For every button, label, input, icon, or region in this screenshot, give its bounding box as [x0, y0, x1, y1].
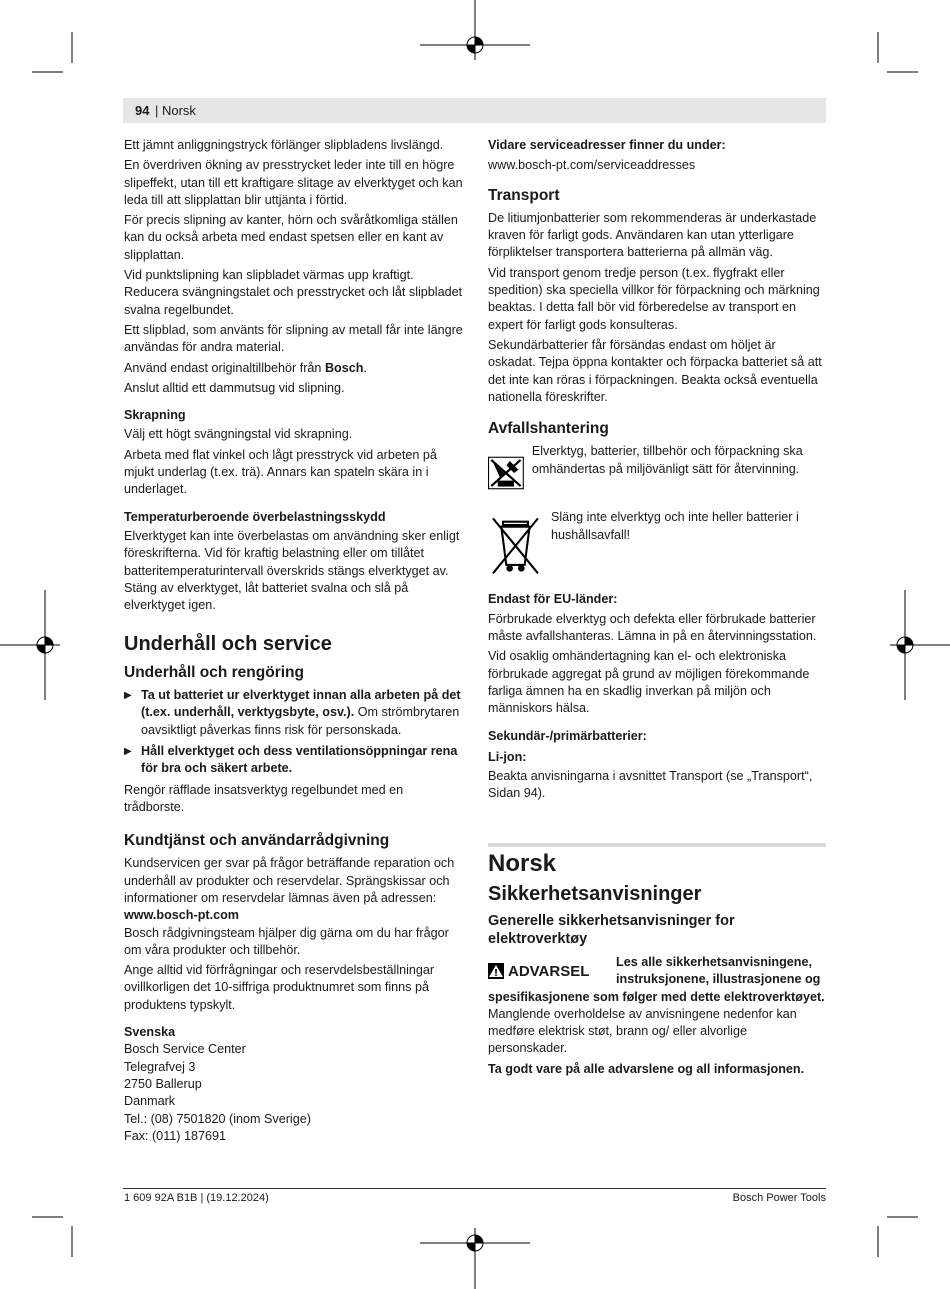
- subheading: Vidare serviceadresser finner du under:: [488, 138, 726, 152]
- paragraph: Elverktyget kan inte överbelastas om användning sker enligt föreskrifterna. Vid för kraftig belastning eller om tillåtet batteritemperaturintervall överskrids stängs elverktyget av. Stäng av elverktyget, låt batteriet svalna och slå på elverktyget igen.: [124, 528, 460, 613]
- subheading: Temperaturberoende överbelastningsskydd: [124, 509, 386, 524]
- paragraph: Kundservicen ger svar på frågor beträffande reparation och underhåll av produkter och reservdelar. Sprängskissar och informationer om reservdelar lämnas även på adressen:: [124, 856, 455, 905]
- footer-rule: [123, 1188, 826, 1189]
- website-link[interactable]: www.bosch-pt.com/serviceaddresses: [488, 158, 696, 173]
- paragraph: Anslut alltid ett dammutsug vid slipning.: [124, 380, 345, 395]
- triangle-bullet-icon: ▶: [124, 690, 132, 702]
- paragraph: Arbeta med flat vinkel och lågt presstryck vid arbeten på mjukt underlag (t.ex. trä). Annars kan spateln skära in i underlaget.: [124, 447, 437, 497]
- subsection-heading: Kundtjänst och användarrådgivning: [124, 832, 390, 850]
- paragraph: De litiumjonbatterier som rekommenderas är underkastade kraven för farligt gods. Användaren kan utan ytterligare förpliktelser transportera batterierna på allmän väg.: [488, 210, 817, 260]
- warning-badge: [488, 954, 616, 989]
- paragraph: Beakta anvisningarna i avsnittet Transport (se „Transport“, Sidan 94).: [488, 769, 813, 801]
- page-header: [123, 98, 826, 123]
- bullet-item: ▶ Ta ut batteriet ur elverktyget innan alla arbeten på det (t.ex. underhåll, verktygsbyte, osv.). Om strömbrytaren oavsiktligt påverkas finns risk för personskada.: [124, 688, 461, 737]
- subheading: Sekundär-/primärbatterier:: [488, 728, 647, 743]
- binned-text: Släng inte elverktyg och inte heller batterier i hushållsavfall!: [550, 510, 799, 542]
- service-address: Bosch Service Center Telegrafvej 3 2750 Ballerup Danmark Tel.: (08) 7501820 (inom Sverige) Fax: (011) 187691: [124, 1042, 311, 1143]
- paragraph: Vid transport genom tredje person (t.ex. flygfrakt eller spedition) ska speciella villkor för förpackning och märkning beaktas. I detta fall bör vid förberedelse av transport en expert för farligt gods konsulteras.: [488, 265, 820, 332]
- subsection-heading: Generelle sikkerhetsanvisninger for elektroverktøy: [488, 913, 735, 947]
- right-column: [488, 137, 826, 1081]
- binned-row: [488, 509, 826, 581]
- section-heading: Sikkerhetsanvisninger: [488, 883, 702, 906]
- triangle-bullet-icon: ▶: [124, 745, 132, 757]
- warning-block: [488, 954, 826, 989]
- subsection-heading: Underhåll och rengöring: [124, 663, 304, 681]
- footer-left: 1 609 92A B1B | (19.12.2024): [124, 1192, 269, 1204]
- paragraph: Ett slipblad, som använts för slipning av metall får inte längre användas för andra material.: [124, 322, 463, 355]
- subheading: Skrapning: [124, 408, 186, 423]
- paragraph: Använd endast originaltillbehör från Bosch.: [124, 360, 367, 375]
- recycling-text: Elverktyg, batterier, tillbehör och förpackning ska omhändertas på miljövänligt sätt för återvinning.: [531, 444, 803, 476]
- paragraph: Rengör räfflade insatsverktyg regelbundet med en trådborste.: [124, 782, 404, 814]
- warning-bold: Les alle sikkerhetsanvisningene, instruksjonene, illustrasjonene og: [616, 954, 821, 987]
- paragraph: För precis slipning av kanter, hörn och svåråtkomliga ställen kan du också arbeta med endast spetsen eller en kant av slipplattan.: [124, 213, 458, 262]
- paragraph: Vid osaklig omhändertagning kan el- och elektroniska förbrukade aggregat på grund av möjligen förekommande farliga ämnen ha en skadlig inverkan på miljön och människors hälsa.: [488, 649, 810, 716]
- brand-name: Bosch: [324, 360, 364, 375]
- paragraph: Välj ett högt svängningstal vid skrapning.: [124, 427, 353, 442]
- subheading: Endast för EU-länder:: [488, 592, 618, 607]
- paragraph: spesifikasjonene som følger med dette elektroverktøyet. Manglende overholdelse av anvisningene nedenfor kan medføre elektrisk støt, brann og/ eller alvorlige personskader.: [488, 989, 825, 1056]
- paragraph: Vid punktslipning kan slipbladet värmas upp kraftigt. Reducera svängningstalet och presstrycket och låt slipbladet svalna regelbundet.: [124, 268, 463, 317]
- paragraph: Ange alltid vid förfrågningar och reservdelsbeställningar ovillkorligen det 10-siffriga produktnumret som finns på produktens typskylt.: [124, 963, 435, 1012]
- warning-label: ADVARSEL: [508, 962, 590, 980]
- subsection-heading: Transport: [488, 186, 560, 204]
- language-title: Norsk: [488, 849, 557, 877]
- section-heading: Underhåll och service: [124, 633, 332, 656]
- paragraph: En överdriven ökning av presstrycket leder inte till en högre slipeffekt, utan till ett kraftigare slitage av elverktyget och kan leda till att slipplattan blir uttjänta i förtid.: [124, 158, 463, 207]
- paragraph: Ett jämnt anliggningstryck förlänger slipbladens livslängd.: [124, 138, 444, 152]
- header-section: | Norsk: [155, 103, 196, 118]
- page-number: 94: [135, 103, 150, 118]
- warning-triangle-icon: [488, 963, 504, 979]
- subsection-heading: Avfallshantering: [488, 420, 609, 438]
- crossed-bin-icon: [488, 509, 543, 581]
- paragraph: Förbrukade elverktyg och defekta eller förbrukade batterier måste avfallshanteras. Lämna in på en återvinningsstation.: [488, 611, 817, 644]
- address-heading: Svenska: [124, 1025, 176, 1040]
- footer-right: Bosch Power Tools: [732, 1192, 826, 1204]
- paragraph: Ta godt vare på alle advarslene og all informasjonen.: [488, 1061, 805, 1076]
- paragraph: Sekundärbatterier får försändas endast om höljet är oskadat. Tejpa öppna kontakter och förpacka batteriet så att det inte kan röras i förpackningen. Beakta också eventuella nationella föreskrifter.: [488, 337, 822, 404]
- left-column: [124, 137, 464, 1145]
- recycling-row: [488, 443, 826, 503]
- website-link[interactable]: www.bosch-pt.com: [124, 908, 239, 923]
- subheading: Li-jon:: [488, 749, 527, 764]
- bullet-item: ▶ Håll elverktyget och dess ventilationsöppningar rena för bra och säkert arbete.: [124, 743, 458, 776]
- paragraph: Bosch rådgivningsteam hjälper dig gärna om du har frågor om våra produkter och tillbehör.: [124, 925, 449, 957]
- recycling-tools-icon: [488, 443, 524, 503]
- section-divider: [488, 843, 826, 847]
